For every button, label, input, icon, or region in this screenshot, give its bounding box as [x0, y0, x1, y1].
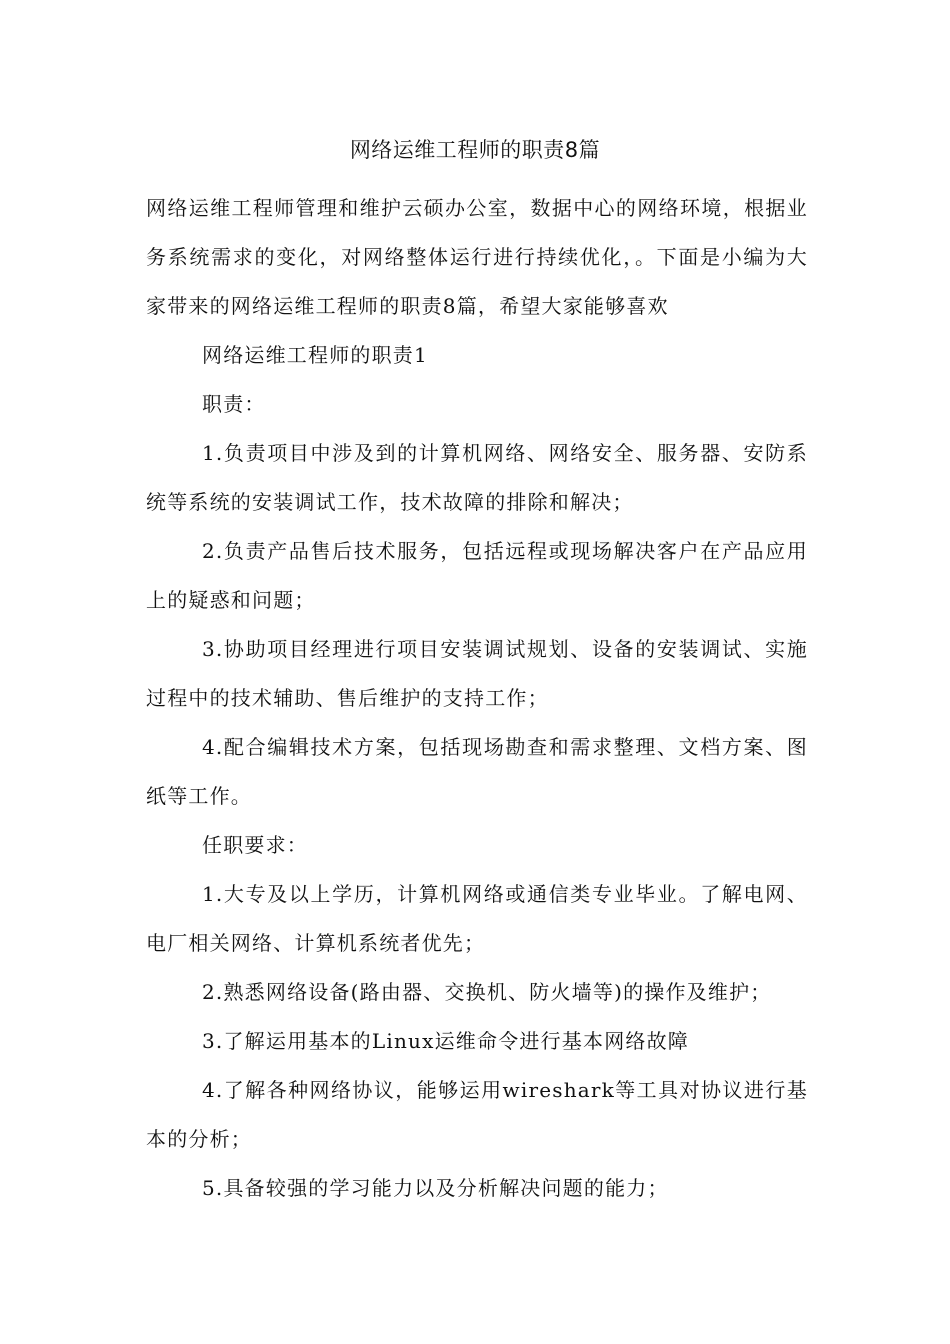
requirement-item-5: 5.具备较强的学习能力以及分析解决问题的能力；	[202, 1176, 669, 1200]
duties-label: 职责：	[202, 392, 266, 416]
requirement-item-3: 3.了解运用基本的Linux运维命令进行基本网络故障	[202, 1029, 690, 1053]
requirement-item-4: 4.了解各种网络协议，能够运用wireshark等工具对协议进行基本的分析；	[146, 1078, 808, 1151]
duty-item-1: 1.负责项目中涉及到的计算机网络、网络安全、服务器、安防系统等系统的安装调试工作，技术故障的排除和解决；	[146, 441, 808, 514]
intro-paragraph: 网络运维工程师管理和维护云硕办公室，数据中心的网络环境，根据业务系统需求的变化，对网络整体运行进行持续优化，。下面是小编为大家带来的网络运维工程师的职责8篇，希望大家能够喜欢	[146, 196, 808, 318]
duty-item-2: 2.负责产品售后技术服务，包括远程或现场解决客户在产品应用上的疑惑和问题；	[146, 539, 808, 612]
document-body	[146, 184, 808, 1213]
requirements-label: 任职要求：	[202, 833, 308, 857]
document-title: 网络运维工程师的职责8篇	[349, 138, 601, 162]
duty-item-4: 4.配合编辑技术方案，包括现场勘查和需求整理、文档方案、图纸等工作。	[146, 735, 808, 808]
section-heading: 网络运维工程师的职责1	[202, 343, 428, 367]
duty-item-3: 3.协助项目经理进行项目安装调试规划、设备的安装调试、实施过程中的技术辅助、售后维护的支持工作；	[146, 637, 808, 710]
requirement-item-1: 1.大专及以上学历，计算机网络或通信类专业毕业。了解电网、电厂相关网络、计算机系统者优先；	[146, 882, 808, 955]
requirement-item-2: 2.熟悉网络设备(路由器、交换机、防火墙等)的操作及维护；	[202, 980, 772, 1004]
